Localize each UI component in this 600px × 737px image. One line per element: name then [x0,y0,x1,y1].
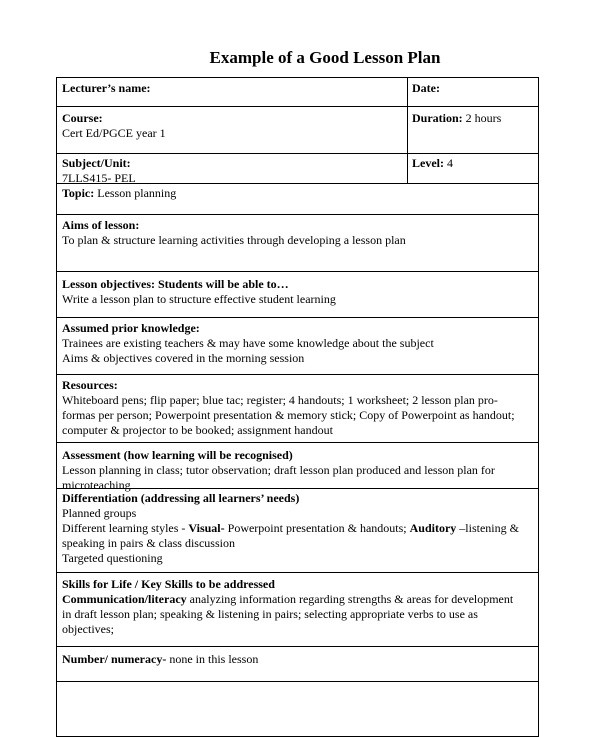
row-divider [57,374,538,375]
row-divider [57,646,538,647]
differentiation-line: speaking in pairs & class discussion [62,536,235,550]
visual-text: Powerpoint presentation & handouts; [224,521,410,535]
differentiation-label: Differentiation (addressing all learners’ needs) [62,491,300,505]
aims-cell [57,216,540,250]
subject-unit-label: Subject/Unit: [62,156,131,170]
resources-label: Resources: [62,378,118,392]
aims-value: To plan & structure learning activities through developing a lesson plan [62,233,406,247]
resources-cell [57,376,540,440]
communication-label: Communication/literacy [62,592,187,606]
numeracy-cell [57,650,540,669]
skills-line: in draft lesson plan; speaking & listening in pairs; selecting appropriate verbs to use as [62,607,478,621]
topic-label: Topic: [62,186,95,200]
row-divider [57,442,538,443]
numeracy-label: Number/ numeracy- [62,652,167,666]
duration-value: 2 hours [462,111,502,125]
row-divider [57,572,538,573]
column-divider [407,78,408,184]
skills-cell [57,575,540,639]
assessment-line: microteaching [62,478,131,492]
course-cell [57,109,407,143]
resources-line: Whiteboard pens; flip paper; blue tac; register; 4 handouts; 1 worksheet; 2 lesson plan pro- [62,393,498,407]
level-cell [407,154,540,173]
topic-value: Lesson planning [94,186,177,200]
row-divider [57,271,538,272]
row-divider [57,106,538,107]
row-divider [57,317,538,318]
objectives-cell [57,275,540,309]
course-label: Course: [62,111,103,125]
level-label: Level: [412,156,444,170]
page-title: Example of a Good Lesson Plan [209,48,441,67]
differentiation-line [62,521,535,536]
differentiation-line: Planned groups [62,506,137,520]
communication-line [62,592,535,607]
skills-label: Skills for Life / Key Skills to be addressed [62,577,275,591]
prior-knowledge-cell [57,319,540,368]
aims-label: Aims of lesson: [62,218,140,232]
resources-line: computer & projector to be booked; assignment handout [62,423,333,437]
resources-line: formas per person; Powerpoint presentation & memory stick; Copy of Powerpoint as handout; [62,408,515,422]
course-value: Cert Ed/PGCE year 1 [62,126,166,140]
assessment-label: Assessment (how learning will be recognised) [62,448,293,462]
lesson-plan-table [56,77,539,737]
date-label: Date: [412,81,440,95]
visual-label: Visual- [188,521,225,535]
duration-cell [407,109,540,128]
lecturer-name-cell [57,79,407,98]
objectives-label: Lesson objectives: Students will be able to… [62,277,289,291]
prior-knowledge-label: Assumed prior knowledge: [62,321,200,335]
objectives-value: Write a lesson plan to structure effective student learning [62,292,336,306]
differentiation-cell [57,489,540,568]
subject-unit-value: 7LLS415- PEL [62,171,136,185]
skills-line: objectives; [62,622,114,636]
communication-text: analyzing information regarding strengths & areas for development [186,592,514,606]
numeracy-value: none in this lesson [166,652,259,666]
prior-knowledge-line: Trainees are existing teachers & may have some knowledge about the subject [62,336,434,350]
prior-knowledge-line: Aims & objectives covered in the morning session [62,351,305,365]
auditory-text: –listening & [456,521,519,535]
row-divider [57,681,538,682]
level-value: 4 [444,156,453,170]
date-cell [407,79,540,98]
topic-cell [57,184,540,203]
differentiation-line: Targeted questioning [62,551,163,565]
learning-styles-text: Different learning styles - [62,521,189,535]
lecturer-name-label: Lecturer’s name: [62,81,151,95]
row-divider [57,214,538,215]
duration-label: Duration: [412,111,463,125]
auditory-label: Auditory [409,521,457,535]
assessment-line: Lesson planning in class; tutor observation; draft lesson plan produced and lesson plan for [62,463,495,477]
